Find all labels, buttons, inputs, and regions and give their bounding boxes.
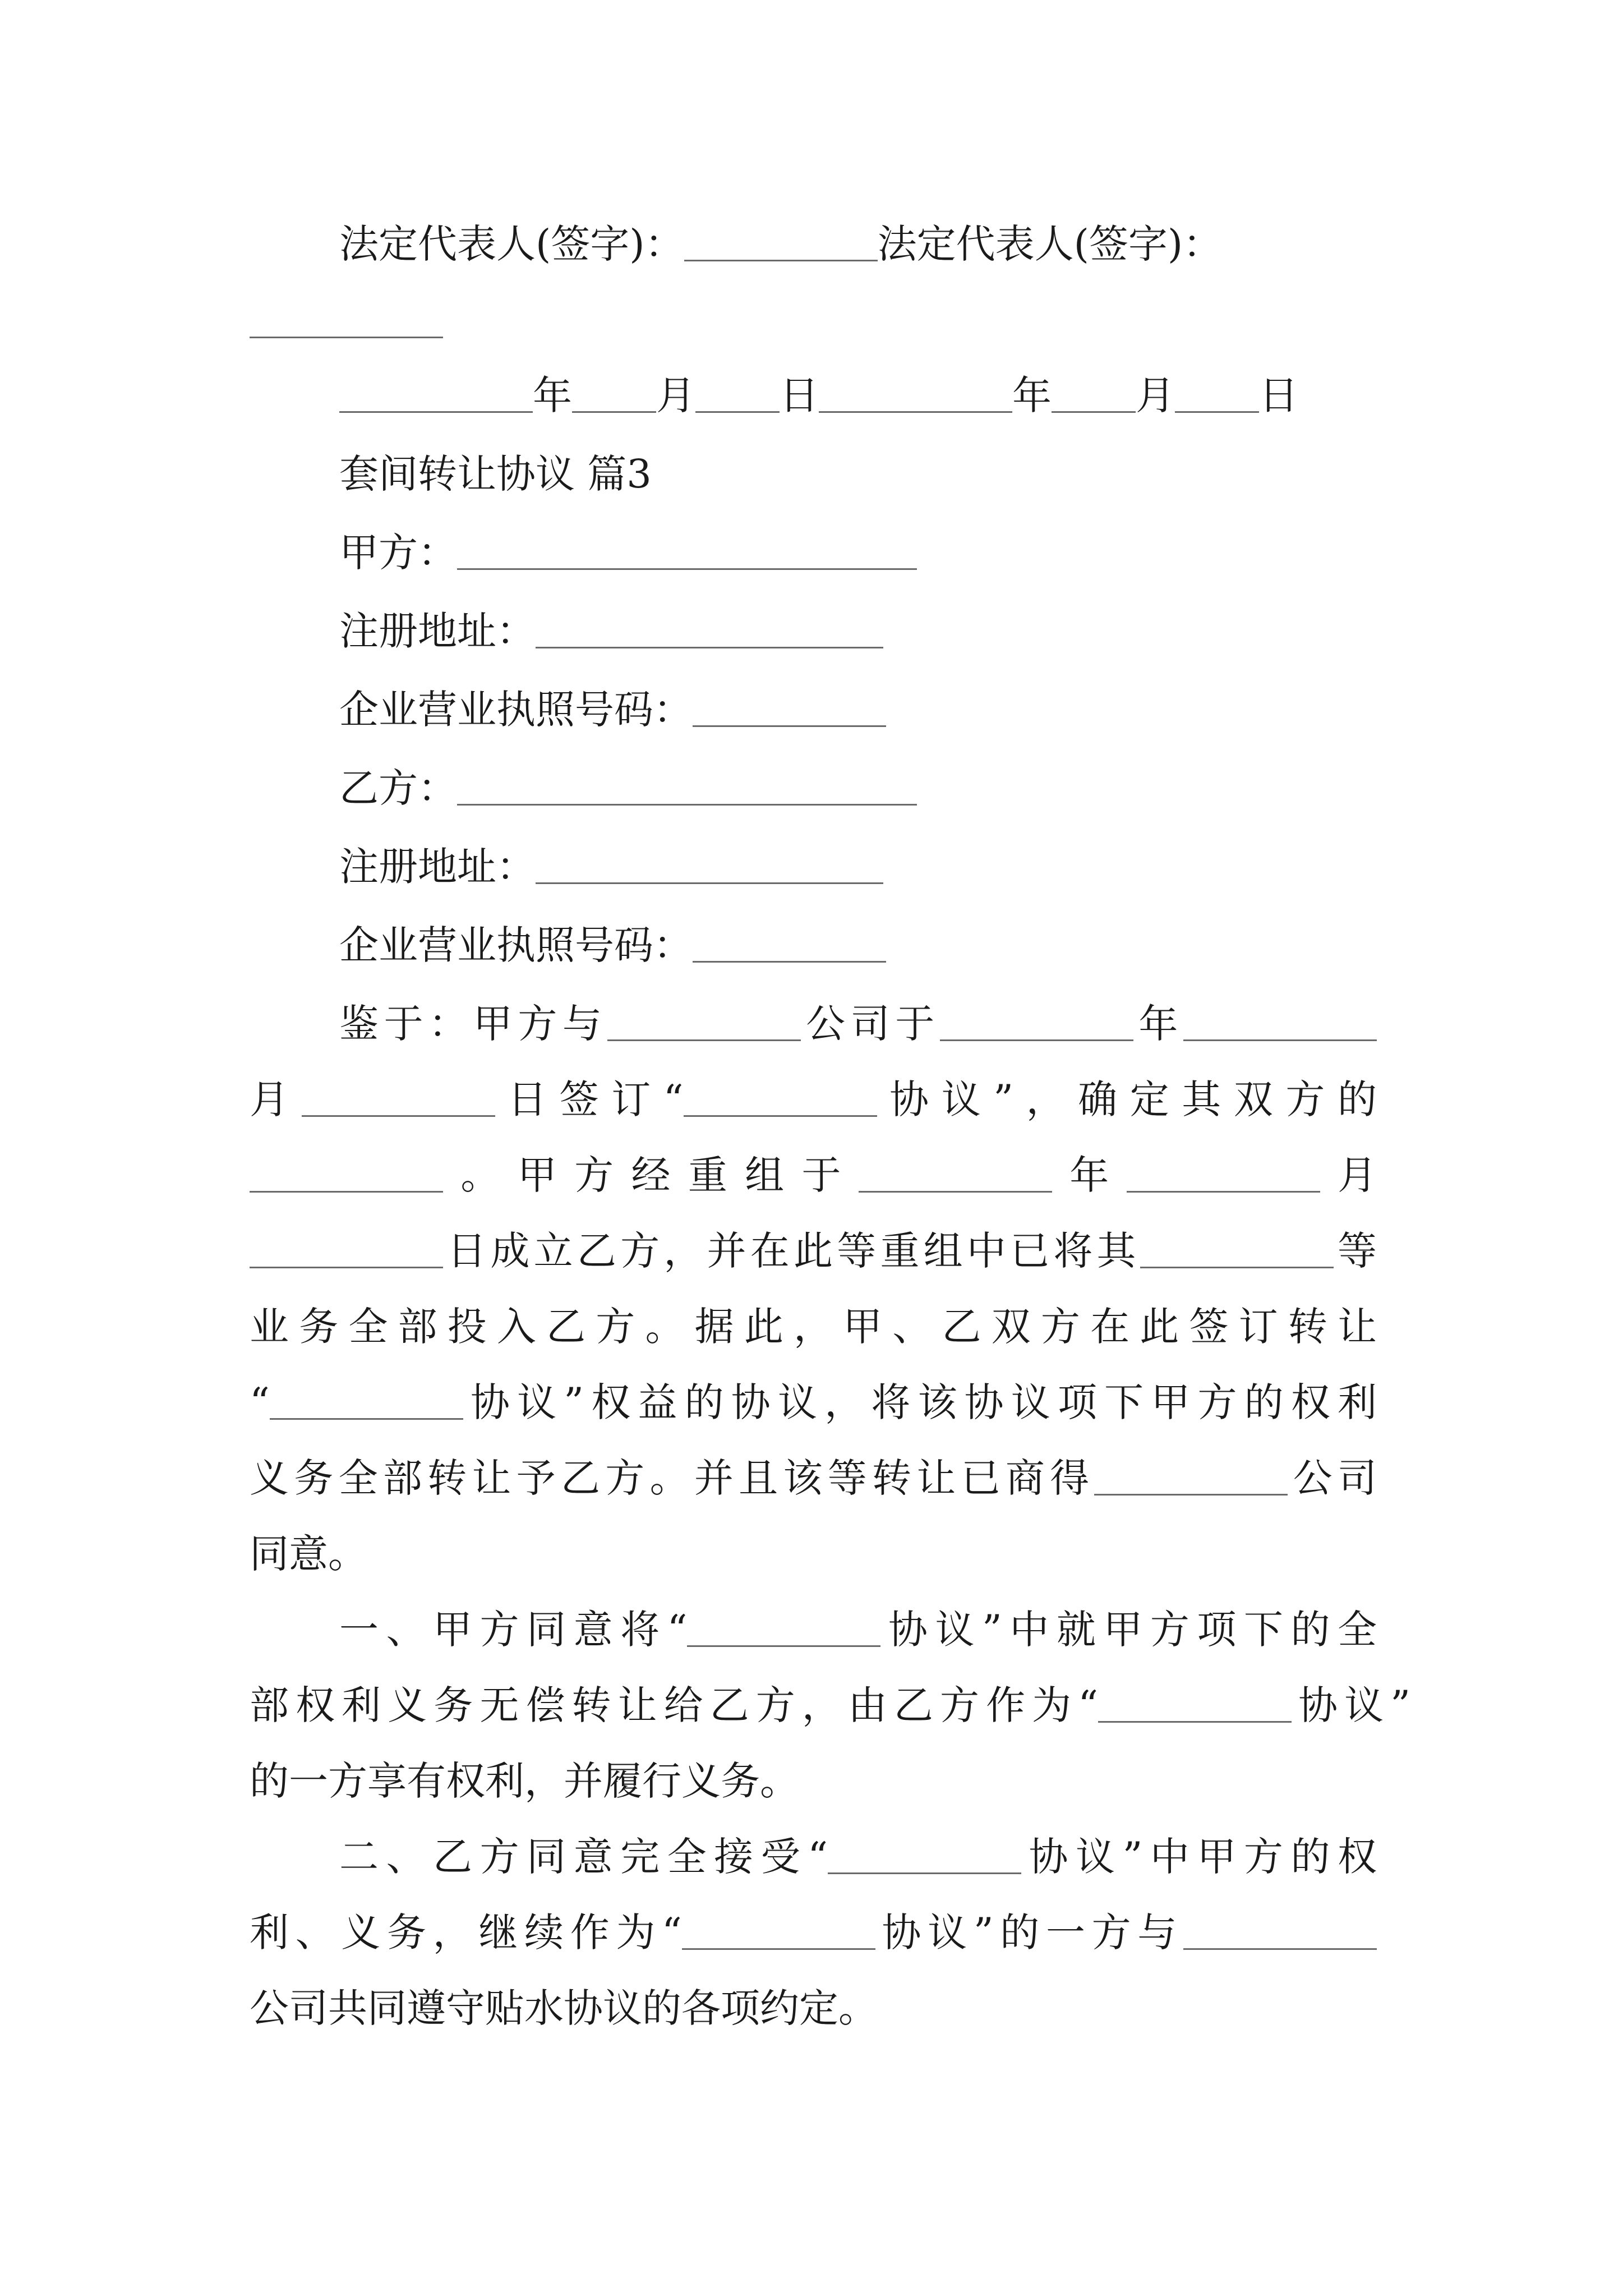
whereas-text: 鉴于：甲方与 <box>339 1001 607 1047</box>
party-b-license-line <box>339 917 886 973</box>
whereas-line-8: 同意。 <box>250 1531 367 1577</box>
whereas-consent-company-blank[interactable] <box>1094 1457 1288 1496</box>
clause-text: 二、乙方同意完全接受“ <box>339 1834 828 1880</box>
whereas-text: 协议”权益的协议，将该协议项下甲方的权利 <box>463 1379 1377 1425</box>
whereas-line-4 <box>250 1223 1377 1279</box>
legal-rep-label-a: 法定代表人(签字)： <box>339 221 684 267</box>
whereas-text: 等 <box>1333 1228 1377 1274</box>
party-b-address-label: 注册地址： <box>339 844 536 890</box>
clause-2-company-blank[interactable] <box>1183 1911 1377 1950</box>
signature-line <box>339 216 1222 272</box>
party-a-license-line <box>339 682 886 738</box>
party-b-label: 乙方： <box>339 765 457 811</box>
party-a-address-line <box>339 603 883 659</box>
day-label: 日 <box>1259 372 1298 418</box>
whereas-line-7 <box>250 1450 1377 1506</box>
party-b-license-label: 企业营业执照号码： <box>339 922 693 968</box>
date-month-blank-b[interactable] <box>1052 374 1136 413</box>
party-a-license-blank[interactable] <box>693 688 886 728</box>
whereas-text: 公司于 <box>800 1001 940 1047</box>
whereas-company-blank[interactable] <box>607 1002 801 1042</box>
day-label: 日 <box>780 372 819 418</box>
party-a-address-label: 注册地址： <box>339 608 536 654</box>
whereas-line-3 <box>250 1147 1377 1203</box>
clause-text: 一、甲方同意将“ <box>339 1607 688 1653</box>
whereas-year-blank[interactable] <box>940 1002 1133 1042</box>
date-line <box>339 367 1298 424</box>
clause-text: 协议”中甲方的权 <box>1021 1834 1377 1880</box>
whereas-text: 月 <box>250 1076 302 1122</box>
party-a-blank[interactable] <box>457 531 917 570</box>
signature-blank-b[interactable] <box>250 337 443 338</box>
clause-2-agreement-blank[interactable] <box>828 1835 1021 1875</box>
date-month-blank-a[interactable] <box>572 374 656 413</box>
whereas-text: 年 <box>1052 1152 1127 1198</box>
year-label: 年 <box>1012 372 1052 418</box>
clause-text: 部权利义务无偿转让给乙方，由乙方作为“ <box>250 1682 1098 1728</box>
whereas-text: 年 <box>1133 1001 1184 1047</box>
whereas-month-blank[interactable] <box>1183 1002 1377 1042</box>
date-day-blank-b[interactable] <box>1175 374 1259 413</box>
whereas-text: 日签订“ <box>495 1076 684 1122</box>
whereas-reorg-day-blank[interactable] <box>250 1230 443 1269</box>
date-year-blank-a[interactable] <box>339 374 533 413</box>
whereas-text: 月 <box>1320 1152 1377 1198</box>
legal-rep-label-b: 法定代表人(签字)： <box>877 221 1223 267</box>
clause-1-party-agreement-blank[interactable] <box>1098 1684 1292 1723</box>
whereas-line-2 <box>250 1071 1377 1128</box>
whereas-reorg-month-blank[interactable] <box>1127 1154 1320 1193</box>
clause-text: 协议”的一方与 <box>875 1910 1183 1955</box>
party-b-address-blank[interactable] <box>536 845 883 885</box>
whereas-agreement-blank[interactable] <box>684 1078 877 1117</box>
month-label: 月 <box>1136 372 1175 418</box>
party-a-label: 甲方： <box>339 530 457 576</box>
party-a-address-blank[interactable] <box>536 610 883 649</box>
whereas-text: “ <box>250 1379 270 1425</box>
whereas-business-blank[interactable] <box>1140 1230 1334 1269</box>
whereas-line-6 <box>250 1374 1377 1430</box>
clause-2-line-2 <box>250 1904 1377 1961</box>
whereas-text: 。甲方经重组于 <box>443 1152 859 1198</box>
whereas-reorg-year-blank[interactable] <box>859 1154 1052 1193</box>
clause-text: 利、义务，继续作为“ <box>250 1910 682 1955</box>
party-a-line <box>339 524 917 581</box>
clause-1-line-2 <box>250 1677 1410 1733</box>
clause-2-party-agreement-blank[interactable] <box>682 1911 875 1950</box>
date-year-blank-b[interactable] <box>819 374 1012 413</box>
whereas-day-blank[interactable] <box>302 1078 495 1117</box>
month-label: 月 <box>656 372 695 418</box>
party-b-license-blank[interactable] <box>693 924 886 963</box>
whereas-line-1 <box>339 996 1377 1052</box>
whereas-text: 协议”，确定其双方的 <box>877 1076 1377 1122</box>
clause-text: 协议”中就甲方项下的全 <box>880 1607 1377 1653</box>
whereas-text: 日成立乙方，并在此等重组中已将其 <box>443 1228 1140 1274</box>
party-b-blank[interactable] <box>457 767 917 806</box>
signature-blank-a[interactable] <box>684 223 878 262</box>
party-a-license-label: 企业营业执照号码： <box>339 687 693 733</box>
clause-1-agreement-blank[interactable] <box>687 1608 880 1648</box>
clause-1-line-1 <box>339 1602 1377 1658</box>
whereas-relation-blank[interactable] <box>250 1154 443 1193</box>
party-b-address-line <box>339 839 883 895</box>
clause-text: 协议” <box>1292 1682 1410 1728</box>
party-b-line <box>339 760 917 816</box>
clause-2-line-3: 公司共同遵守贴水协议的各项约定。 <box>250 1985 878 2031</box>
clause-2-line-1 <box>339 1829 1377 1885</box>
whereas-text: 义务全部转让予乙方。并且该等转让已商得 <box>250 1455 1095 1501</box>
clause-1-line-3: 的一方享有权利，并履行义务。 <box>250 1758 799 1804</box>
year-label: 年 <box>533 372 572 418</box>
whereas-transfer-agreement-blank[interactable] <box>270 1381 463 1420</box>
date-day-blank-a[interactable] <box>695 374 780 413</box>
whereas-text: 公司 <box>1288 1455 1377 1501</box>
whereas-line-5: 业务全部投入乙方。据此，甲、乙双方在此签订转让 <box>250 1304 1377 1350</box>
section-title: 套间转让协议 篇3 <box>339 451 652 497</box>
